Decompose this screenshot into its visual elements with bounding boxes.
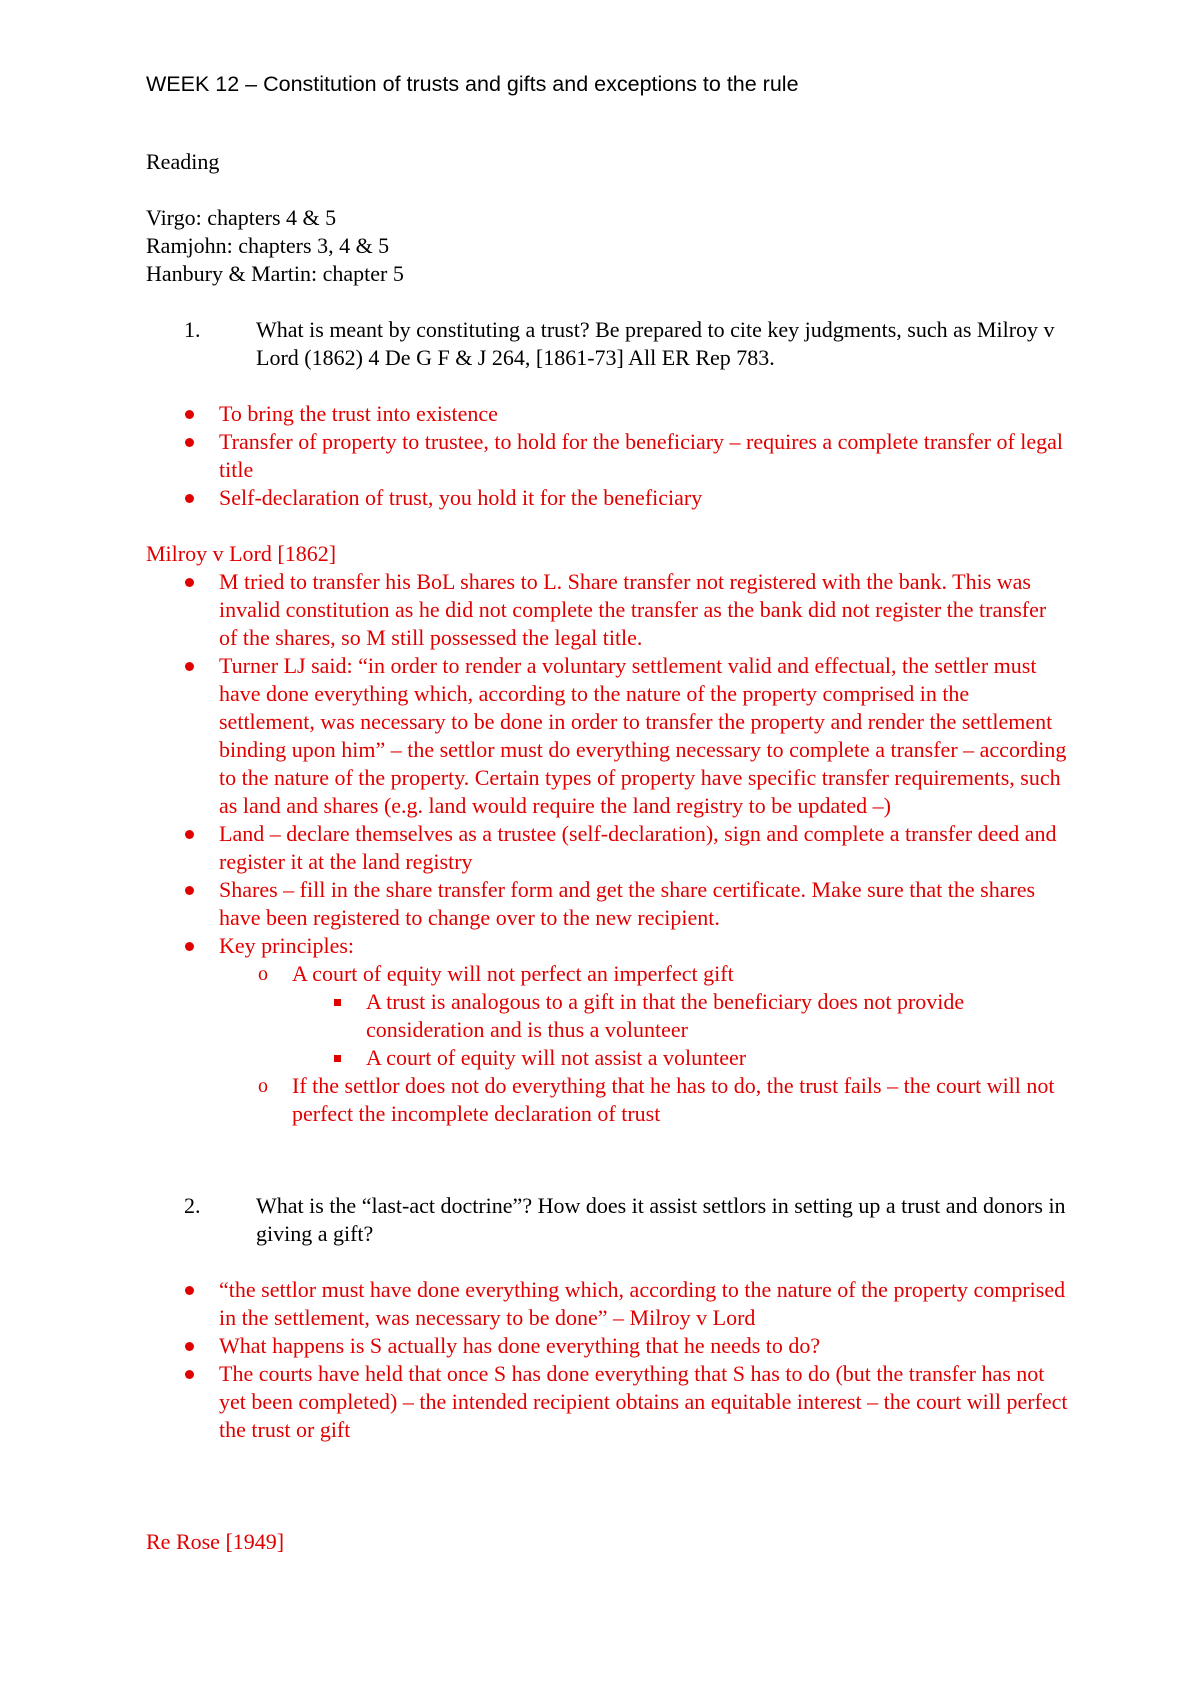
- list-item: What happens is S actually has done everything that he needs to do?: [146, 1332, 1071, 1360]
- list-item: The courts have held that once S has done everything that S has to do (but the transfer has not yet been completed) – the intended recipient obtains an equitable interest – the court will perfect the trust or gift: [146, 1360, 1071, 1444]
- reading-item: Hanbury & Martin: chapter 5: [146, 261, 404, 286]
- reading-heading: Reading: [146, 149, 220, 174]
- bullet-icon: [185, 662, 194, 671]
- circle-bullet-icon: o: [258, 1075, 268, 1097]
- list-item: “the settlor must have done everything which, according to the nature of the property comprised in the settlement, was necessary to be done” – Milroy v Lord: [146, 1276, 1071, 1332]
- reading-item: Virgo: chapters 4 & 5: [146, 205, 337, 230]
- square-bullet-icon: [334, 999, 341, 1006]
- sub-list-item: o A court of equity will not perfect an imperfect gift: [258, 961, 734, 986]
- bullet-icon: [185, 1370, 194, 1379]
- sub-list-item: o If the settlor does not do everything that he has to do, the trust fails – the court will not perfect the incomplete declaration of trust: [258, 1073, 1055, 1126]
- bullet-icon: [185, 1342, 194, 1351]
- bullet-icon: [185, 1286, 194, 1295]
- question-number: 1.: [184, 317, 201, 342]
- list-item: To bring the trust into existence: [146, 400, 1066, 428]
- case-heading: Re Rose [1949]: [146, 1529, 285, 1554]
- list-item: Key principles:: [146, 932, 1068, 960]
- bullet-icon: [185, 410, 194, 419]
- bullet-icon: [185, 578, 194, 587]
- sub-sub-list-item: A trust is analogous to a gift in that the beneficiary does not provide consideration and is thus a volunteer: [146, 988, 1068, 1044]
- circle-bullet-icon: o: [258, 963, 268, 985]
- bullet-icon: [185, 830, 194, 839]
- list-item: Shares – fill in the share transfer form and get the share certificate. Make sure that the shares have been registered to change over to the new recipient.: [146, 876, 1068, 932]
- reading-item: Ramjohn: chapters 3, 4 & 5: [146, 233, 390, 258]
- list-item: Turner LJ said: “in order to render a voluntary settlement valid and effectual, the settler must have done everything which, according to the nature of the property comprised in the settlement, was necessary to be done in order to transfer the property and render the settlement binding upon him” – the settlor must do everything necessary to complete a transfer – according to the nature of the property. Certain types of property have specific transfer requirements, such as land and shares (e.g. land would require the land registry to be updated –): [146, 652, 1068, 820]
- question-text: What is the “last-act doctrine”? How does it assist settlors in setting up a trust and donors in giving a gift?: [256, 1193, 1066, 1246]
- list-item: Self-declaration of trust, you hold it for the beneficiary: [146, 484, 1066, 512]
- sub-sub-list-item: A court of equity will not assist a volunteer: [146, 1044, 1068, 1072]
- bullet-icon: [185, 494, 194, 503]
- square-bullet-icon: [334, 1055, 341, 1062]
- page-title: WEEK 12 – Constitution of trusts and gifts and exceptions to the rule: [146, 72, 799, 96]
- question-text: What is meant by constituting a trust? Be prepared to cite key judgments, such as Milroy v Lord (1862) 4 De G F & J 264, [1861-73] All ER Rep 783.: [256, 317, 1055, 370]
- list-item: M tried to transfer his BoL shares to L. Share transfer not registered with the bank. This was invalid constitution as he did not complete the transfer as the bank did not register the transfer of the shares, so M still possessed the legal title.: [146, 568, 1068, 652]
- q1-answer-list: [146, 400, 1066, 512]
- bullet-icon: [185, 886, 194, 895]
- list-item: Land – declare themselves as a trustee (self-declaration), sign and complete a transfer deed and register it at the land registry: [146, 820, 1068, 876]
- q2-answer-list: [146, 1276, 1071, 1444]
- bullet-icon: [185, 942, 194, 951]
- bullet-icon: [185, 438, 194, 447]
- list-item: Transfer of property to trustee, to hold for the beneficiary – requires a complete transfer of legal title: [146, 428, 1066, 484]
- case-heading: Milroy v Lord [1862]: [146, 541, 337, 566]
- question-number: 2.: [184, 1193, 201, 1218]
- milroy-list: [146, 568, 1068, 1128]
